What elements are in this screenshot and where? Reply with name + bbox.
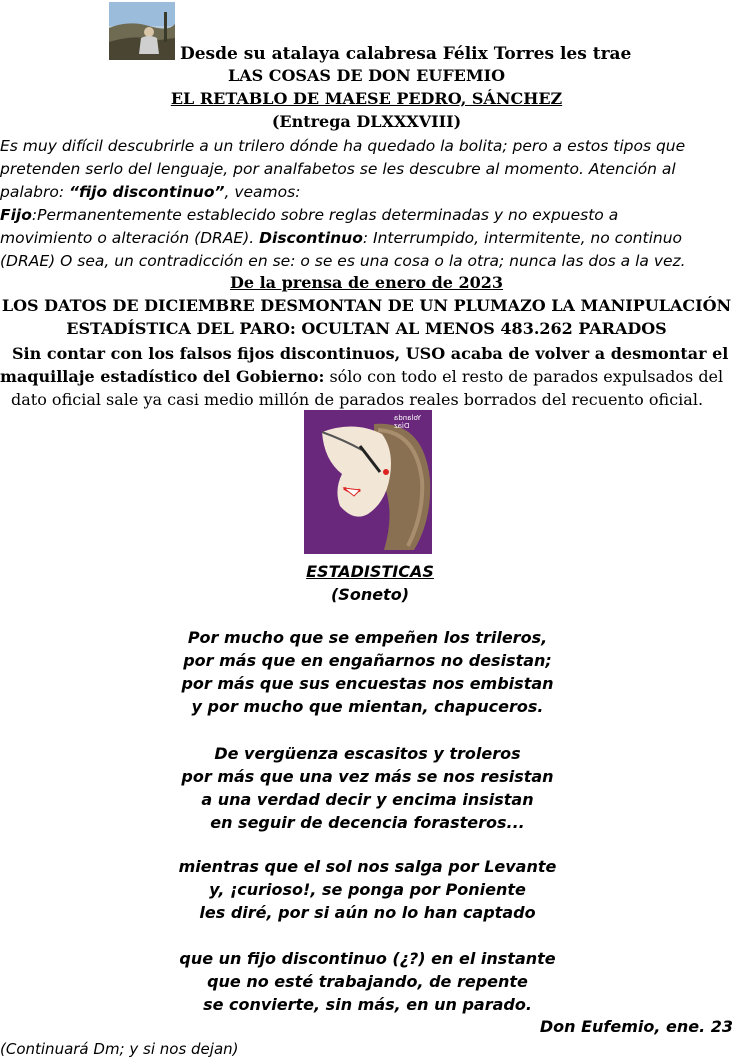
- poem-verse: Por mucho que se empeñen los trileros,: [187, 628, 548, 647]
- intro-line: Desde su atalaya calabresa Félix Torres les trae: [180, 44, 632, 64]
- poem-verse: mientras que el sol nos salga por Levante: [178, 857, 557, 876]
- definition-text: : Interrumpido, intermitente, no continuo: [362, 229, 683, 247]
- paragraph-line: (DRAE) O sea, un contradicción en se: o se es una cosa o la otra; nunca las dos a la vez.: [0, 252, 686, 270]
- poem-verse: por más que en engañarnos no desistan;: [183, 651, 552, 670]
- mirrored-caption: Yolanda Díaz: [394, 414, 422, 430]
- press-body-bold: maquillaje estadístico del Gobierno:: [0, 367, 325, 386]
- author-signature: Don Eufemio, ene. 23: [539, 1017, 733, 1036]
- poem-verse: en seguir de decencia forasteros...: [210, 813, 525, 832]
- press-body: [0, 342, 733, 411]
- press-headline-1: LOS DATOS DE DICIEMBRE DESMONTAN DE UN PLUMAZO LA MANIPULACIÓN: [1, 296, 732, 315]
- stanza-1: [150, 626, 585, 718]
- poem-verse: se convierte, sin más, en un parado.: [203, 995, 532, 1014]
- continuation-note: (Continuará Dm; y si nos dejan): [0, 1040, 239, 1058]
- paragraph-line: Es muy difícil descubrirle a un trilero dónde ha quedado la bolita; pero a estos tipos que: [0, 137, 686, 155]
- poem-verse: que un fijo discontinuo (¿?) en el instante: [179, 949, 556, 968]
- poem-verse: y por mucho que mientan, chapuceros.: [191, 697, 544, 716]
- poem-subtitle: (Soneto): [330, 585, 410, 604]
- stanza-3: [150, 855, 585, 924]
- paragraph-text: , veamos:: [224, 183, 301, 201]
- poem-verse: que no esté trabajando, de repente: [207, 972, 528, 991]
- paragraph-line: [0, 181, 733, 204]
- poem-verse: De vergüenza escasitos y troleros: [214, 744, 521, 763]
- press-body-line: Sin contar con los falsos fijos discontinuos, USO acaba de volver a desmontar el: [12, 344, 729, 363]
- entrega-number: (Entrega DLXXXVIII): [271, 112, 462, 131]
- definition-text: :Permanentemente establecido sobre reglas determinadas y no expuesto a: [31, 206, 619, 224]
- caricature-image: [304, 410, 432, 554]
- poem-verse: a una verdad decir y encima insistan: [201, 790, 534, 809]
- press-label: De la prensa de enero de 2023: [229, 273, 504, 292]
- stanza-4: [150, 947, 585, 1016]
- poem-verse: les diré, por si aún no lo han captado: [199, 903, 536, 922]
- paragraph-text: palabro:: [0, 183, 69, 201]
- press-body-text: sólo con todo el resto de parados expulsados del: [324, 367, 724, 386]
- paragraph-line: [0, 227, 733, 250]
- intro-paragraph: [0, 135, 733, 204]
- press-body-line: [0, 365, 733, 388]
- paragraph-line: [0, 204, 733, 227]
- article-title: EL RETABLO DE MAESE PEDRO, SÁNCHEZ: [170, 89, 563, 108]
- poem-heading: [290, 560, 450, 606]
- paragraph-line: pretenden serlo del lenguaje, por analfabetos se les descubre al momento. Atención al: [0, 160, 676, 178]
- press-body-line: dato oficial sale ya casi medio millón de parados reales borrados del recuento oficial.: [11, 390, 704, 409]
- term-discontinuo: Discontinuo: [259, 229, 363, 247]
- author-photo: [109, 2, 175, 60]
- term-fijo: Fijo: [0, 206, 32, 224]
- poem-title: ESTADISTICAS: [306, 562, 434, 581]
- column-title: LAS COSAS DE DON EUFEMIO: [227, 66, 506, 85]
- press-headline-2: ESTADÍSTICA DEL PARO: OCULTAN AL MENOS 483.262 PARADOS: [66, 319, 667, 338]
- stanza-2: [150, 742, 585, 834]
- definition-text: movimiento o alteración (DRAE).: [0, 229, 260, 247]
- definitions-paragraph: [0, 204, 733, 273]
- poem-verse: por más que sus encuestas nos embistan: [181, 674, 554, 693]
- poem-verse: por más que una vez más se nos resistan: [181, 767, 554, 786]
- poem-verse: y, ¡curioso!, se ponga por Poniente: [209, 880, 526, 899]
- quoted-term: “fijo discontinuo”: [69, 183, 225, 201]
